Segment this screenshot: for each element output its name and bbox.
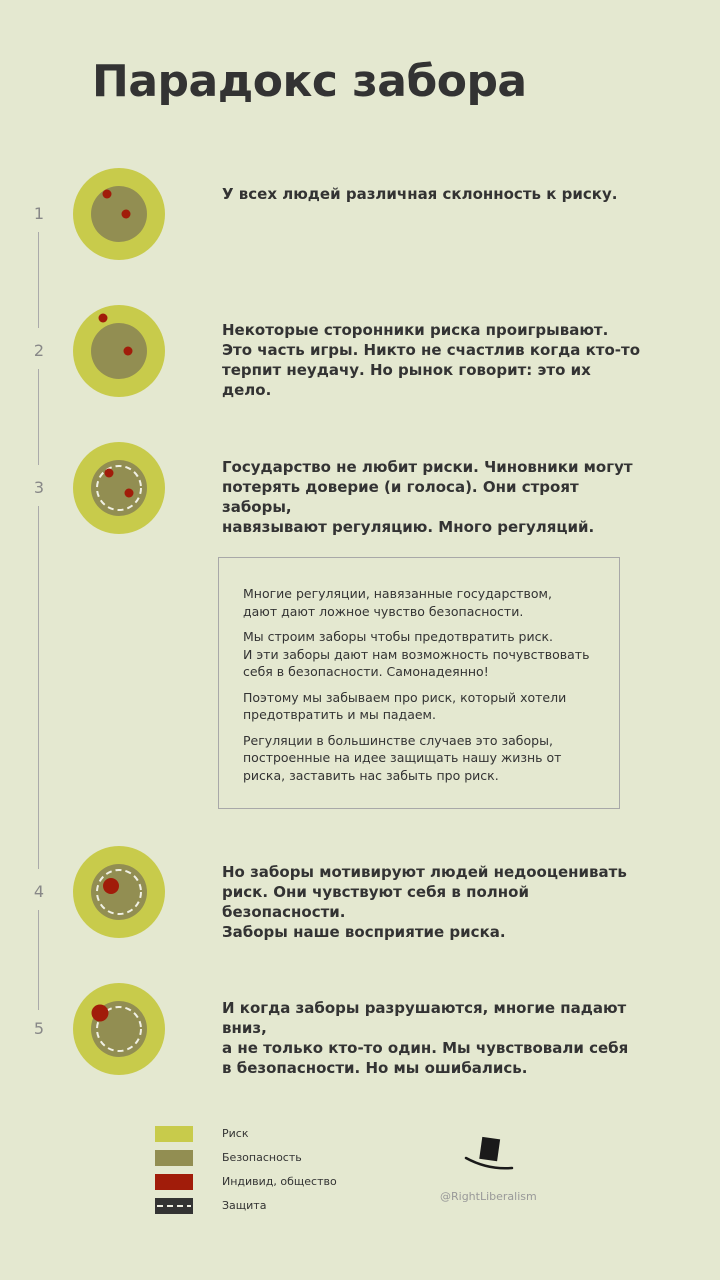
legend-label: Безопасность <box>222 1151 302 1164</box>
step-number: 1 <box>28 203 50 225</box>
step-number: 3 <box>28 477 50 499</box>
step-text: Государство не любит риски. Чиновники могут потерять доверие (и голоса). Они строят заборы, навязывают регуляцию. Много регуляций. <box>222 458 633 536</box>
timeline-line <box>38 369 39 465</box>
legend-label: Защита <box>222 1199 267 1212</box>
author-handle: @RightLiberalism <box>440 1190 537 1203</box>
legend-label: Индивид, общество <box>222 1175 337 1188</box>
individual-swatch <box>155 1174 193 1190</box>
explanation-paragraph: Регуляции в большинстве случаев это заборы, построенные на идее защищать нашу жизнь от риска, заставить нас забыть про риск. <box>243 732 562 783</box>
top-hat-icon <box>462 1134 516 1174</box>
step-number: 2 <box>28 340 50 362</box>
risk-circle-icon <box>71 303 167 399</box>
timeline-line <box>38 910 39 1010</box>
risk-circle-icon <box>71 166 167 262</box>
fenced-circle-icon <box>71 440 167 536</box>
step-text: Некоторые сторонники риска проигрывают. Это часть игры. Никто не счастлив когда кто-то терпит неудачу. Но рынок говорит: это их дело. <box>222 321 641 399</box>
step-number: 5 <box>28 1018 50 1040</box>
explanation-paragraph: Мы строим заборы чтобы предотвратить риск. И эти заборы дают нам возможность почувствовать себя в безопасности. Самонадеянно! <box>243 629 590 679</box>
page-title: Парадокс забора <box>92 56 527 107</box>
step-number: 4 <box>28 881 50 903</box>
step-text: И когда заборы разрушаются, многие падают вниз, а не только кто-то один. Мы чувствовали себя в безопасности. Но мы ошибались. <box>222 999 629 1077</box>
legend-label: Риск <box>222 1127 249 1140</box>
step-text: У всех людей различная склонность к риску. <box>222 185 618 203</box>
fenced-circle-icon <box>71 844 167 940</box>
explanation-paragraph: Поэтому мы забываем про риск, который хотели предотвратить и мы падаем. <box>243 689 567 722</box>
risk-swatch <box>155 1126 193 1142</box>
fenced-circle-icon <box>71 981 167 1077</box>
timeline-line <box>38 506 39 869</box>
protection-swatch <box>155 1198 193 1214</box>
safety-swatch <box>155 1150 193 1166</box>
explanation-box <box>218 557 620 809</box>
step-text: Но заборы мотивируют людей недооценивать риск. Они чувствуют себя в полной безопасности. Заборы наше восприятие риска. <box>222 863 627 941</box>
timeline-line <box>38 232 39 328</box>
explanation-paragraph: Многие регуляции, навязанные государством, дают дают ложное чувство безопасности. <box>243 586 552 619</box>
